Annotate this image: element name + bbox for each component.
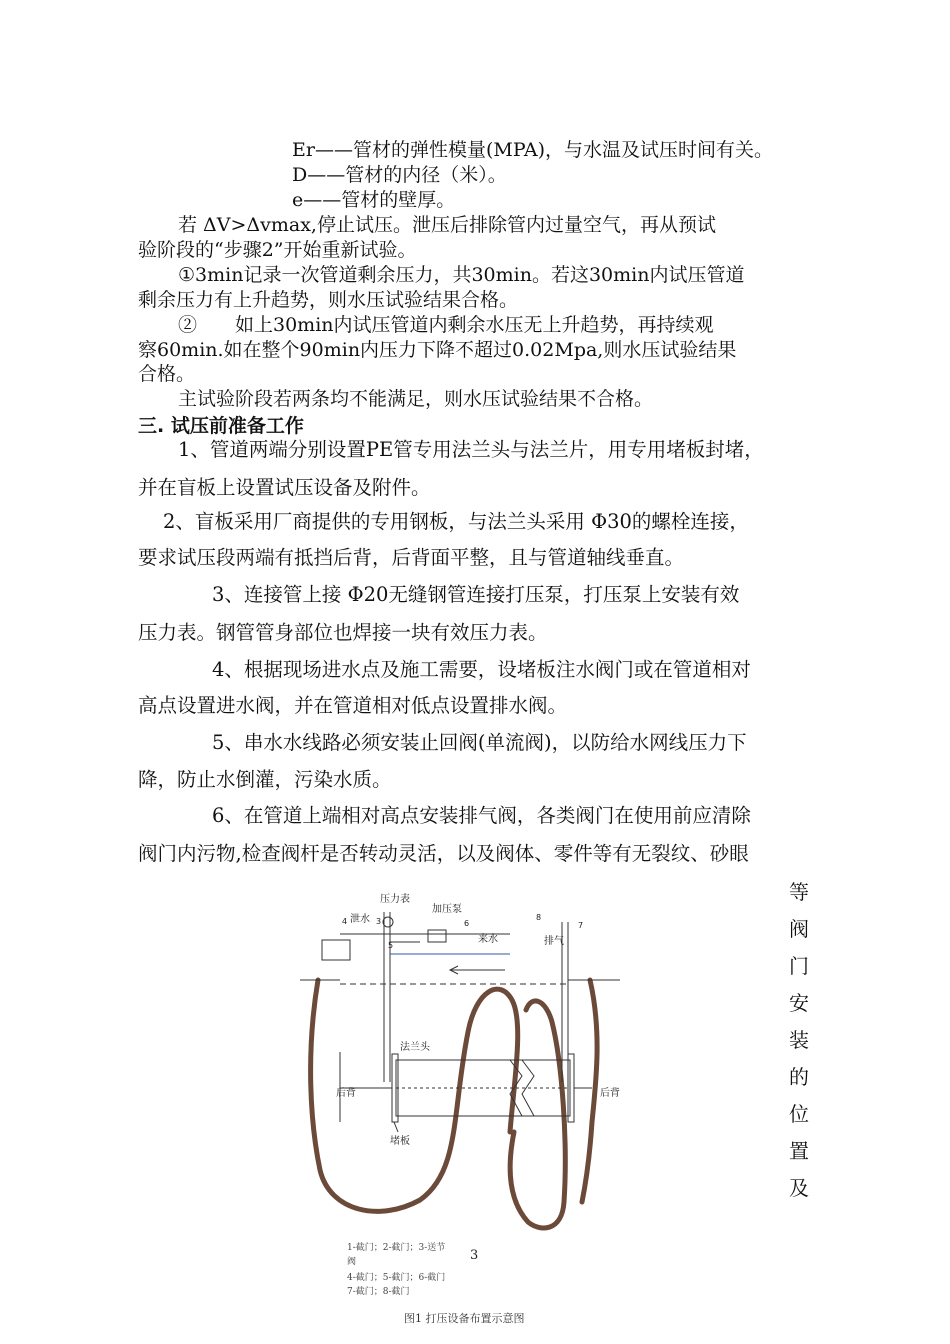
vertical-char: 门 <box>789 954 809 978</box>
label-blind-plate: 堵板 <box>390 1136 410 1147</box>
page-number: 3 <box>470 1248 479 1263</box>
para-2-line1: 2、盲板采用厂商提供的专用钢板，与法兰头采用 Φ30的螺栓连接， <box>163 510 749 533</box>
label-back-right: 后背 <box>600 1088 620 1099</box>
label-pressure-gauge: 压力表 <box>380 894 410 905</box>
vertical-char: 及 <box>789 1176 809 1200</box>
label-n7: 7 <box>578 921 584 930</box>
figure-caption: 图1 打压设备布置示意图 <box>404 1312 525 1325</box>
para-6-line2: 阀门内污物,检查阀杆是否转动灵活，以及阀体、零件等有无裂纹、砂眼 <box>138 842 749 865</box>
text-line-item1b: 剩余压力有上升趋势，则水压试验结果合格。 <box>138 289 519 311</box>
para-3-line1: 3、连接管上接 Φ20无缝钢管连接打压泵，打压泵上安装有效 <box>212 583 740 606</box>
text-line-e: e——管材的壁厚。 <box>292 189 456 211</box>
vertical-char: 装 <box>789 1028 809 1052</box>
para-5-line1: 5、串水水线路必须安装止回阀(单流阀)，以防给水网线压力下 <box>212 731 747 754</box>
para-3-line2: 压力表。钢管管身部位也焊接一块有效压力表。 <box>138 621 548 644</box>
label-inlet: 来水 <box>478 934 498 945</box>
diagram-legend-line: 1-截门；2-截门；3-送节 <box>347 1243 446 1253</box>
label-n8: 8 <box>536 913 542 922</box>
para-2-line2: 要求试压段两端有抵挡后背，后背面平整，且与管道轴线垂直。 <box>138 546 685 569</box>
text-line-fail: 主试验阶段若两条均不能满足，则水压试验结果不合格。 <box>178 388 654 410</box>
para-6-line1: 6、在管道上端相对高点安装排气阀，各类阀门在使用前应清除 <box>212 804 751 827</box>
diagram-legend-line: 4-截门；5-截门；6-截门 <box>347 1273 446 1283</box>
diagram-legend-line: 阀 <box>347 1257 357 1267</box>
text-line-item2a: ② 如上30min内试压管道内剩余水压无上升趋势，再持续观 <box>178 314 714 336</box>
label-flange: 法兰头 <box>400 1042 430 1053</box>
label-n4: 4 <box>342 917 348 926</box>
text-line-item1a: ①3min记录一次管道剩余压力，共30min。若这30min内试压管道 <box>178 264 745 286</box>
vertical-char: 置 <box>789 1139 809 1163</box>
para-5-line2: 降，防止水倒灌，污染水质。 <box>138 768 392 791</box>
text-line-item2b: 察60min.如在整个90min内压力下降不超过0.02Mpa,则水压试验结果 <box>138 339 737 361</box>
vertical-wrapped-text <box>786 874 812 1207</box>
trench-right-wall <box>582 980 597 1202</box>
para-4-line1: 4、根据现场进水点及施工需要，设堵板注水阀门或在管道相对 <box>212 658 751 681</box>
text-line-item2c: 合格。 <box>138 363 196 385</box>
blind-plate-leader <box>394 1122 398 1132</box>
text-line-stop: 若 ΔV>Δvmax,停止试压。泄压后排除管内过量空气，再从预试 <box>178 214 716 236</box>
label-exhaust: 排气 <box>544 936 564 947</box>
label-n3: 3 <box>376 917 382 926</box>
vertical-char: 的 <box>789 1065 809 1089</box>
para-4-line2: 高点设置进水阀，并在管道相对低点设置排水阀。 <box>138 694 568 717</box>
label-booster-pump: 加压泵 <box>432 904 462 915</box>
label-back-left: 后背 <box>336 1088 356 1099</box>
section-heading: 三. 试压前准备工作 <box>138 415 304 437</box>
para-1-line2: 并在盲板上设置试压设备及附件。 <box>138 476 431 499</box>
text-line-er: Er——管材的弹性模量(MPA)，与水温及试压时间有关。 <box>292 139 773 161</box>
vertical-char: 等 <box>789 880 809 904</box>
booster-pump <box>428 930 446 942</box>
water-tank <box>322 940 350 960</box>
text-line-d: D——管材的内径（米）。 <box>292 164 507 186</box>
label-n5: 5 <box>388 941 394 950</box>
pressure-test-diagram <box>300 882 620 1232</box>
flange-right <box>568 1054 574 1122</box>
vertical-char: 位 <box>789 1102 809 1126</box>
label-n6: 6 <box>464 919 470 928</box>
text-line-restart: 验阶段的“步骤2”开始重新试验。 <box>138 239 417 261</box>
vertical-char: 安 <box>789 991 809 1015</box>
para-1-line1: 1、管道两端分别设置PE管专用法兰头与法兰片，用专用堵板封堵， <box>178 438 764 461</box>
label-drain: 泄水 <box>350 914 370 925</box>
vertical-char: 阀 <box>789 917 809 941</box>
diagram-legend-line: 7-截门；8-截门 <box>347 1287 410 1297</box>
